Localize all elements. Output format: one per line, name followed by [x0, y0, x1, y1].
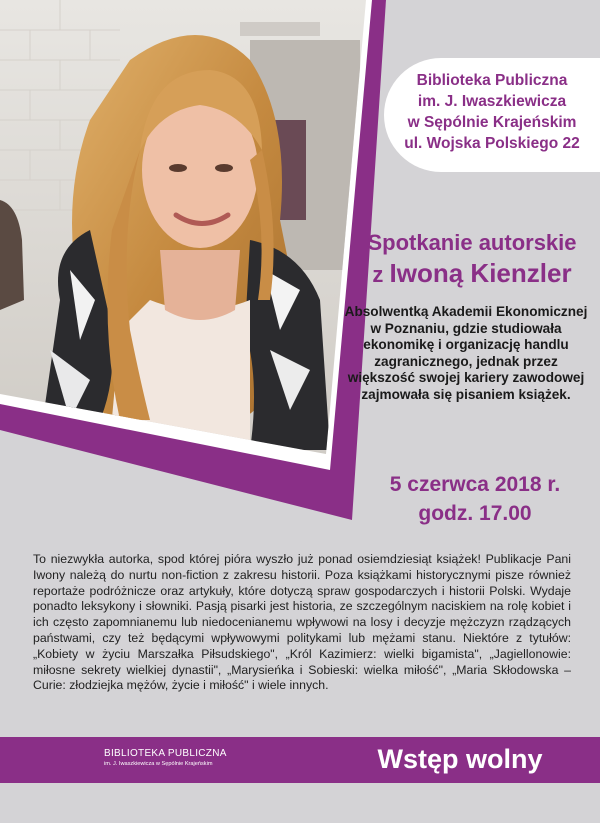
footer-logo-subtitle: im. J. Iwaszkiewicza w Sępólnie Krajeńskim [104, 761, 213, 767]
library-patron-line: im. J. Iwaszkiewicza [417, 93, 567, 110]
event-title-line1: Spotkanie autorskie [367, 230, 577, 255]
author-bio: Absolwentką Akademii Ekonomicznej w Poznaniu, gdzie studiowała ekonomikę i organizację handlu zagranicznego, jednak przez większość swojej kariery zawodowej zajmowała się pisaniem książek. [344, 304, 588, 402]
event-title-line2 [358, 258, 586, 290]
event-title-prefix: z [372, 262, 390, 287]
event-date-block [360, 470, 590, 528]
author-name: Iwoną Kienzler [389, 258, 572, 288]
author-description: To niezwykła autorka, spod której pióra wyszło już ponad osiemdziesiąt książek! Publikacje Pani Iwony należą do nurtu non-fiction z zakresu historii. Poza książkami historycznymi pisze również reportaże podróżnicze oraz artykuły, które dotyczą spraw gospodarczych i historii Polski. Wydaje ponadto leksykony i słowniki. Pasją pisarki jest historia, ze szczególnym naciskiem na rolę kobiet i ich często zapomnianemu lub niedocenianemu wpływowi na losy i decyzje mężczyzn rządzących państwami, czy też będącymi wpływowymi politykami lub mężami stanu. Niektóre z tytułów: „Kobiety w życiu Marszałka Piłsudskiego", „Król Kazimierz: wielki bigamista", „Jagiellonowie: miłosne sekrety wielkiej dynastii", „Marysieńka i Sobieski: wielka miłość", „Maria Skłodowska – Curie: złodziejka mężów, życie i miłość" i wiele innych. [33, 552, 571, 693]
free-entry-label: Wstęp wolny [377, 744, 543, 774]
library-name-line: Biblioteka Publiczna [416, 72, 568, 89]
library-street-line: ul. Wojska Polskiego 22 [404, 135, 580, 152]
event-time: godz. 17.00 [418, 502, 532, 525]
library-town-line: w Sępólnie Krajeńskim [407, 114, 577, 131]
event-title [358, 228, 586, 290]
footer-logo-title: BIBLIOTEKA PUBLICZNA [104, 748, 227, 759]
event-date: 5 czerwca 2018 r. [389, 473, 561, 496]
library-address [392, 70, 592, 154]
author-photo [0, 0, 370, 460]
